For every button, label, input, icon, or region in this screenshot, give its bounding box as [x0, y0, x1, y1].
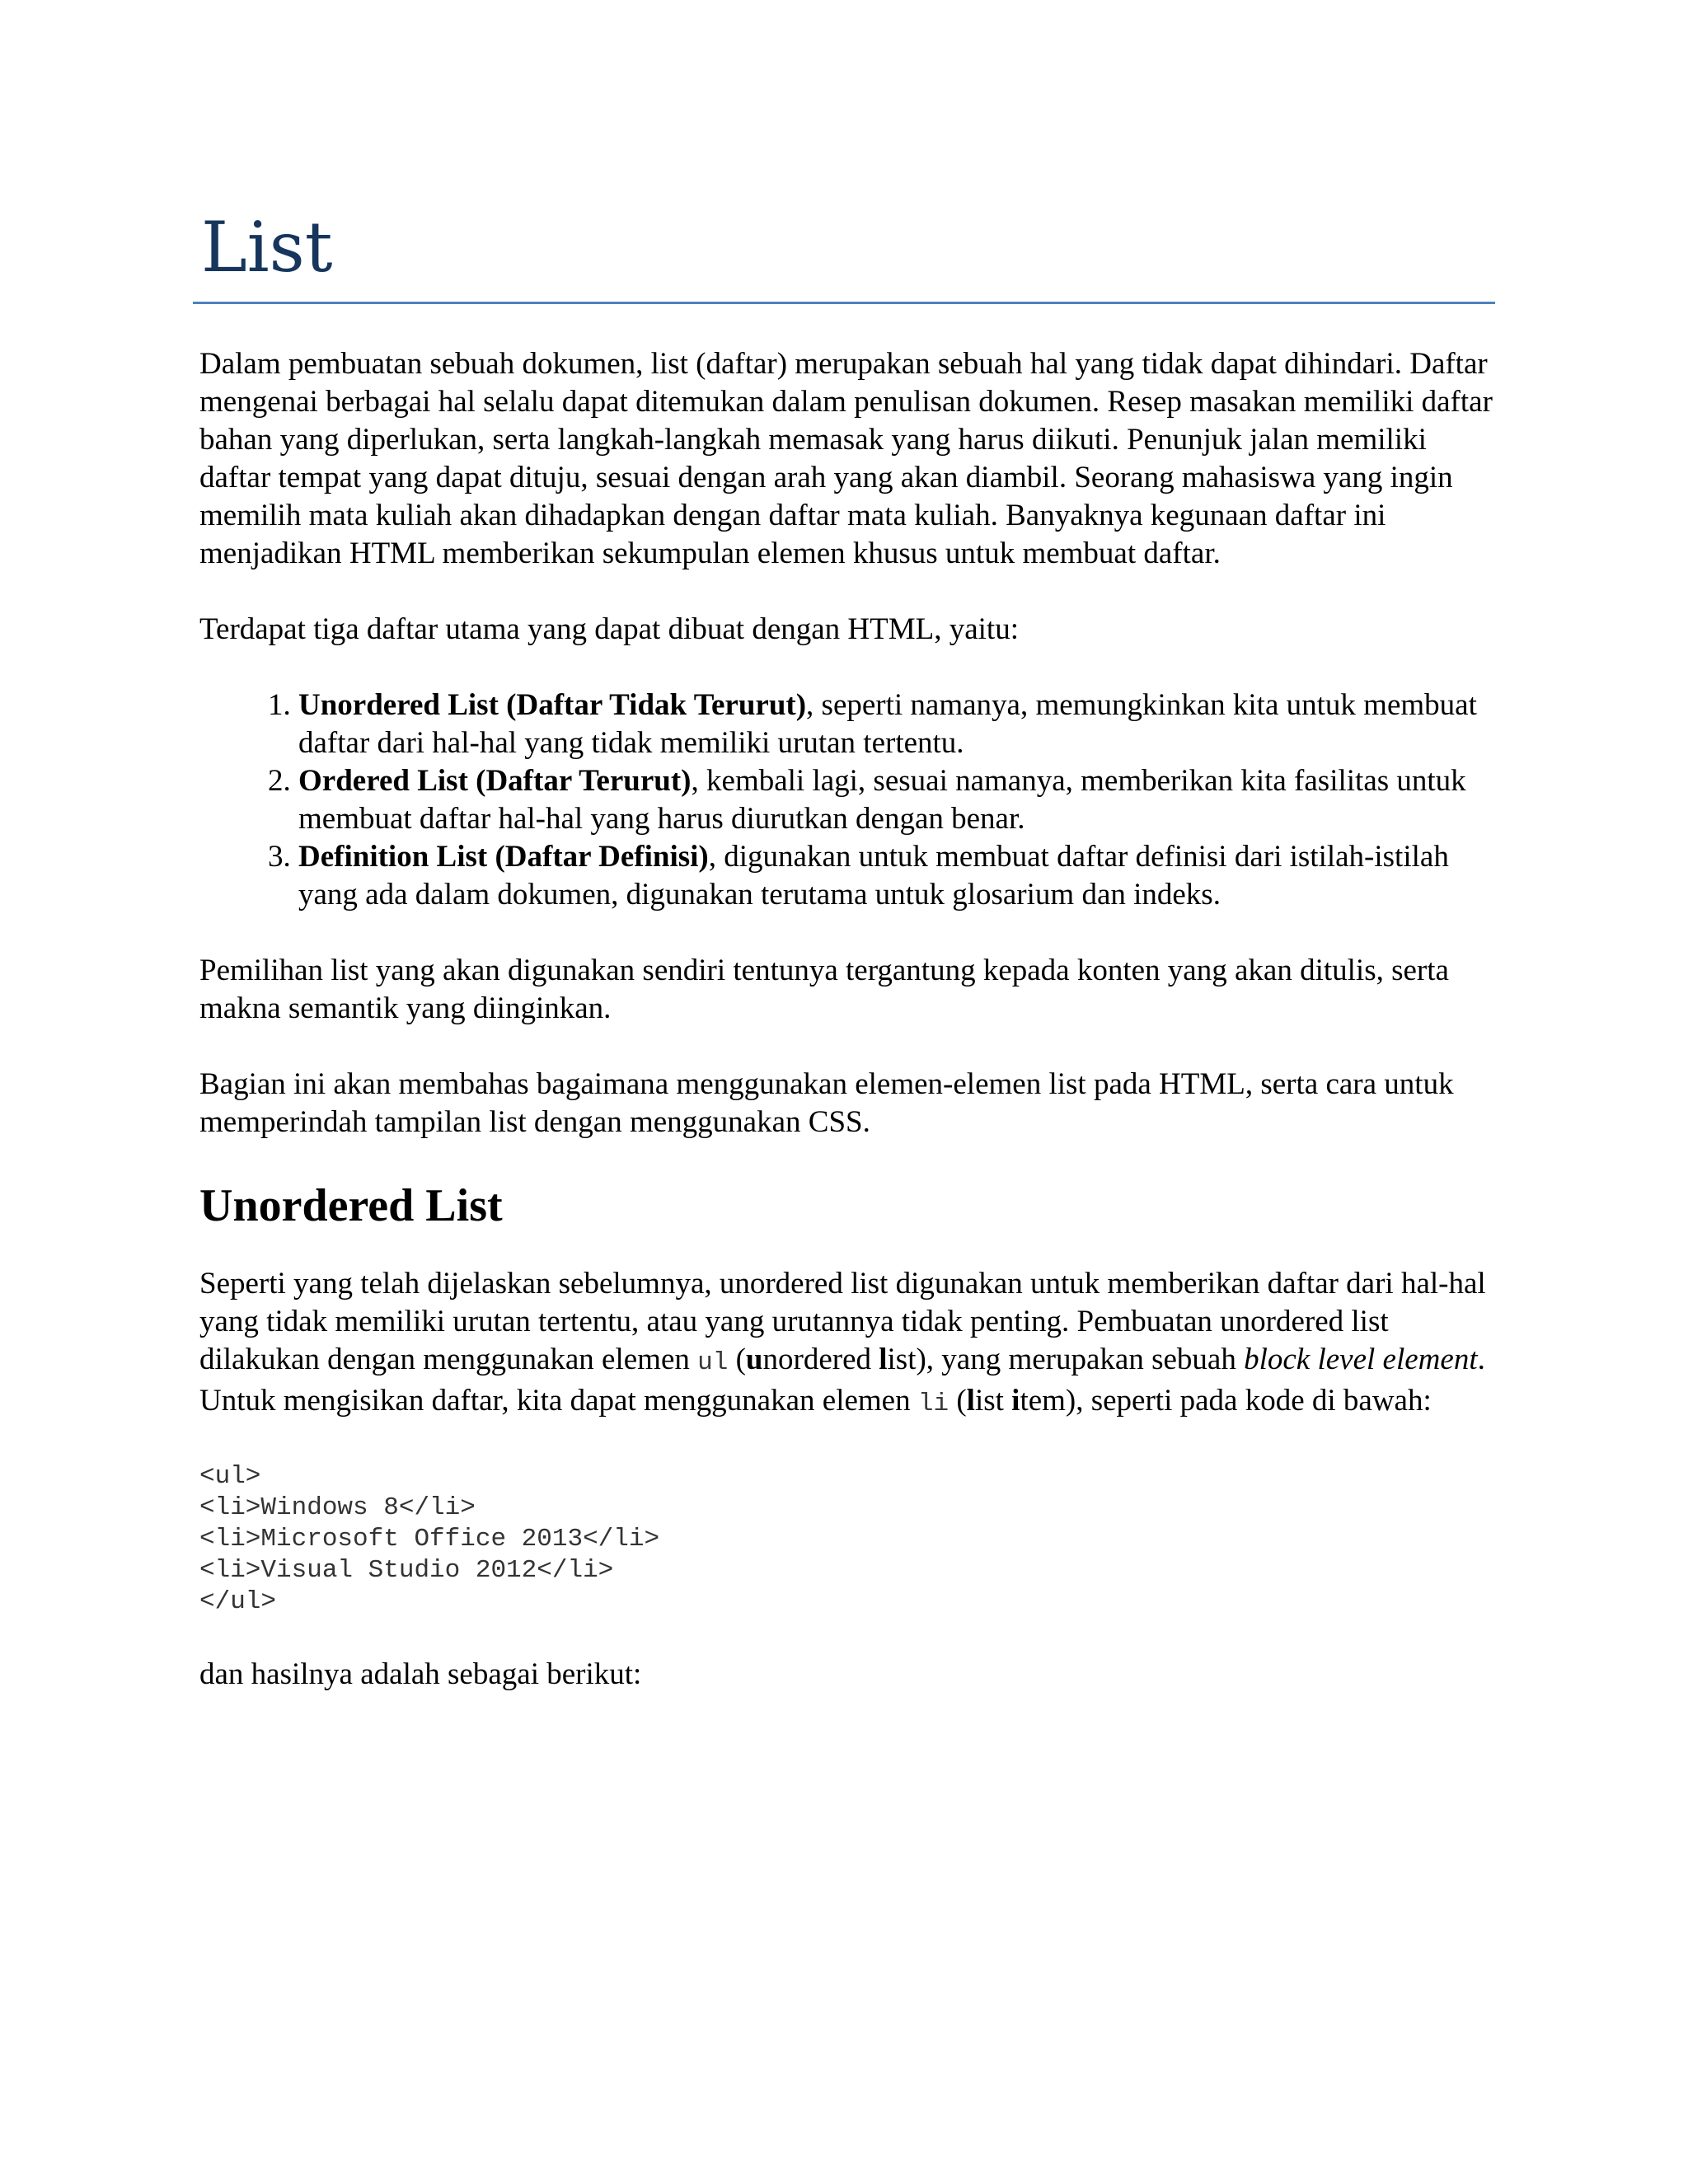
code-block	[199, 1461, 1495, 1618]
document-page	[199, 191, 1495, 1732]
bold-letter: i	[1011, 1384, 1020, 1418]
text-run: nordered	[762, 1343, 879, 1376]
code-line: <li>Visual Studio 2012</li>	[199, 1556, 614, 1585]
list-item-desc: , kembali lagi, sesuai namanya, memberikan kita fasilitas untuk membuat daftar hal-hal yang harus diurutkan dengan benar.	[298, 764, 1466, 836]
text-run: (	[949, 1384, 967, 1418]
list-item-term: Definition List (Daftar Definisi)	[298, 840, 709, 874]
text-run: tem), seperti pada kode di bawah:	[1020, 1384, 1432, 1418]
text-run: ist	[974, 1384, 1012, 1418]
text-run: ist), yang merupakan sebuah	[887, 1343, 1245, 1376]
text-run: . Untuk mengisikan daftar, kita dapat menggunakan elemen	[199, 1343, 1485, 1418]
italic-term: block level element	[1244, 1343, 1478, 1376]
list-item-term: Unordered List (Daftar Tidak Terurut)	[298, 688, 807, 722]
bold-letter: l	[966, 1384, 975, 1418]
page-title: List	[201, 207, 333, 288]
unordered-list-heading: Unordered List	[199, 1180, 503, 1231]
inline-code-li: li	[917, 1390, 950, 1418]
list-item	[298, 762, 1495, 838]
text-run: (	[728, 1343, 746, 1376]
code-line: </ul>	[199, 1587, 277, 1616]
bold-letter: l	[879, 1343, 888, 1376]
intro-paragraph: Dalam pembuatan sebuah dokumen, list (daftar) merupakan sebuah hal yang tidak dapat dihindari. Daftar mengenai berbagai hal selalu dapat ditemukan dalam penulisan dokumen. Resep masakan memiliki daftar bahan yang diperlukan, serta langkah-langkah memasak yang harus diikuti. Penunjuk jalan memiliki daftar tempat yang dapat dituju, sesuai dengan arah yang akan diambil. Seorang mahasiswa yang ingin memilih mata kuliah akan dihadapkan dengan daftar mata kuliah. Banyaknya kegunaan daftar ini menjadikan HTML memberikan sekumpulan elemen khusus untuk membuat daftar.	[199, 347, 1493, 570]
inline-code-ul: ul	[697, 1348, 729, 1377]
list-item-term: Ordered List (Daftar Terurut)	[298, 764, 692, 798]
list-types	[199, 687, 1495, 914]
title-divider	[193, 302, 1495, 304]
code-line: <li>Microsoft Office 2013</li>	[199, 1525, 660, 1554]
bold-letter: u	[745, 1343, 763, 1376]
unordered-paragraph	[199, 1265, 1495, 1423]
choice-paragraph: Pemilihan list yang akan digunakan sendiri tentunya tergantung kepada konten yang akan ditulis, serta makna semantik yang diinginkan.	[199, 954, 1449, 1025]
list-item	[298, 838, 1495, 914]
list-item-desc: , seperti namanya, memungkinkan kita untuk membuat daftar dari hal-hal yang tidak memiliki urutan tertentu.	[298, 688, 1477, 760]
text-run: Seperti yang telah dijelaskan sebelumnya, unordered list digunakan untuk memberikan daftar dari hal-hal yang tidak memiliki urutan tertentu, atau yang urutannya tidak penting. Pembuatan unordered list dilakukan dengan menggunakan elemen	[199, 1267, 1486, 1376]
result-paragraph: dan hasilnya adalah sebagai berikut:	[199, 1657, 642, 1691]
types-intro-paragraph: Terdapat tiga daftar utama yang dapat dibuat dengan HTML, yaitu:	[199, 612, 1019, 646]
list-item-desc: , digunakan untuk membuat daftar definisi dari istilah-istilah yang ada dalam dokumen, digunakan terutama untuk glosarium dan indeks.	[298, 840, 1449, 912]
code-line: <ul>	[199, 1462, 261, 1491]
list-item	[298, 687, 1495, 762]
section-paragraph: Bagian ini akan membahas bagaimana menggunakan elemen-elemen list pada HTML, serta cara untuk memperindah tampilan list dengan menggunakan CSS.	[199, 1067, 1454, 1139]
code-line: <li>Windows 8</li>	[199, 1493, 476, 1522]
